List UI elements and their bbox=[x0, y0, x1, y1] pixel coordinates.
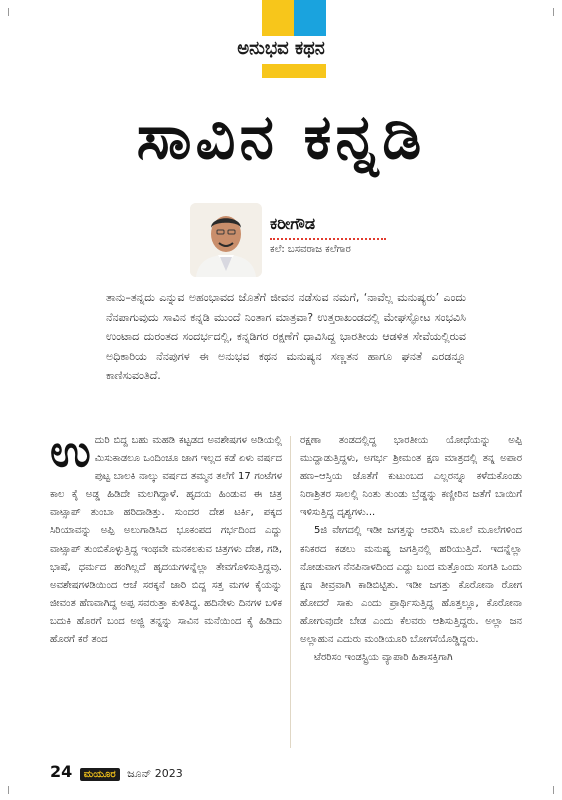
article-headline: ಸಾವಿನ ಕನ್ನಡಿ bbox=[136, 100, 426, 173]
paragraph: ರಕ್ಷಣಾ ತಂಡದಲ್ಲಿದ್ದ ಭಾರತೀಯ ಯೋಧೆಯನ್ನು ಅಪ್ಪಿ ಮುದ್ದಾಡುತ್ತಿದ್ದಳು, ಅಗರ್ಭ ಶ್ರೀಮಂತ ಕ್ಷಣ ಮಾತ್ರದಲ್ಲಿ ತನ್ನ ಅಪಾರ ಹಣ–ಆಸ್ತಿಯ ಜೊತೆಗೆ ಕುಟುಂಬದ ಎಲ್ಲರನ್ನೂ ಕಳೆದುಕೊಂಡು ನಿರಾಶ್ರಿತರ ಸಾಲಲ್ಲಿ ನಿಂತು ತುಂಡು ಬ್ರೆಡ್ಡನ್ನು ಕಣ್ಣೀರಿನ ಜತೆಗೆ ಬಾಯಿಗೆ ಇಳಿಸುತ್ತಿದ್ದ ದೃಶ್ಯಗಳು... bbox=[300, 435, 522, 519]
paragraph: 5ಜಿ ವೇಗದಲ್ಲಿ ಇಡೀ ಜಗತ್ತನ್ನು ಆವರಿಸಿ ಮೂಲೆ ಮೂಲೆಗಳಿಂದ ಕನಿಕರದ ಕಡಲು ಮನುಷ್ಯ ಜಗತ್ತಿನಲ್ಲಿ ಹರಿಯುತ್ತಿದೆ. ಇದನ್ನೆಲ್ಲಾ ನೋಡುವಾಗ ನೆನಪಿನಾಳದಿಂದ ಎದ್ದು ಬಂದ ಮತ್ತೊಂದು ಸಂಗತಿ ಒಂದು ಕ್ಷಣ ತೀವ್ರವಾಗಿ ಕಾಡಿಬಿಟ್ಟಿತು. ಇಡೀ ಜಗತ್ತು ಕೊರೋನಾ ರೋಗ ಹೋದರೆ ಸಾಕು ಎಂದು ಪ್ರಾರ್ಥಿಸುತ್ತಿದ್ದ ಹೊತ್ತಲ್ಲೂ, ಕೊರೋನಾ ಹೋಗುವುದೇ ಬೇಡ ಎಂದು ಕೆಲವರು ಆಶಿಸುತ್ತಿದ್ದರು. ಅಲ್ಲಾ ಜನ ಅಲ್ಲಾಹುನ ಎದುರು ಮಂಡಿಯೂರಿ ಬೋಗಸೆಯೊಡ್ಡಿದ್ದರು. bbox=[300, 525, 522, 646]
section-label: ಅನುಭವ ಕಥನ bbox=[0, 38, 562, 59]
article-column-right bbox=[300, 432, 522, 667]
crop-mark bbox=[553, 8, 554, 16]
issue-year: 2023 bbox=[154, 767, 183, 780]
column-left-text: ದುರಿ ಬಿದ್ದ ಬಹು ಮಹಡಿ ಕಟ್ಟಡದ ಅವಶೇಷಗಳ ಅಡಿಯಲ್ಲಿ ಮಿಸುಕಾಡಲೂ ಒಂದಿಂಚೂ ಜಾಗ ಇಲ್ಲದ ಕಡೆ ಏಳು ವರ್ಷದ ಪುಟ್ಟ ಬಾಲಕಿ ನಾಲ್ಕು ವರ್ಷದ ತಮ್ಮನ ತಲೆಗೆ 17 ಗಂಟೆಗಳ ಕಾಲ ಕೈ ಅಡ್ಡ ಹಿಡಿದೇ ಮಲಗಿದ್ದಾಳೆ. ಹೃದಯ ಹಿಂಡುವ ಈ ಚಿತ್ರ ವಾಟ್ಸಾಪ್ ತುಂಬಾ ಹರಿದಾಡಿತ್ತು. ಸುಂದರ ದೇಶ ಟರ್ಕಿ, ಪಕ್ಕದ ಸಿರಿಯಾವನ್ನು ಅಪ್ಪಿ ಅಲುಗಾಡಿಸಿದ ಭೂಕಂಪದ ಗರ್ಭದಿಂದ ಎದ್ದು ವಾಟ್ಸಾಪ್ ತುಂಬಿಕೊಳ್ಳುತ್ತಿದ್ದ ಇಂಥವೇ ಮನಕಲಕುವ ಚಿತ್ರಗಳು ದೇಶ, ಗಡಿ, ಭಾಷೆ, ಧರ್ಮದ ಹಂಗಿಲ್ಲದೆ ಹೃದಯಗಳನ್ನೆಲ್ಲಾ ತೇವಗೊಳಿಸುತ್ತಿದ್ದವು. ಅವಶೇಷಗಳಡಿಯಿಂದ ಆಚೆ ಸರಕ್ಕನೆ ಜಾರಿ ಬಿದ್ದ ಸತ್ತ ಮಗಳ ಕೈಯನ್ನು ಜೀವಂತ ಹೆಣವಾಗಿದ್ದ ಅಪ್ಪ ಸವರುತ್ತಾ ಕುಳಿತಿದ್ದ. ಹದಿನೇಳು ದಿನಗಳ ಬಳಿಕ ಬದುಕಿ ಹೊರಗೆ ಬಂದ ಅಜ್ಜಿ ತನ್ನನ್ನು ಸಾವಿನ ಮನೆಯಿಂದ ಕೈ ಹಿಡಿದು ಹೊರಗೆ ಕರೆ ತಂದ bbox=[50, 435, 282, 646]
page-number: 24 bbox=[50, 762, 73, 781]
column-divider bbox=[290, 436, 291, 748]
crop-mark bbox=[8, 786, 9, 794]
issue-month: ಜೂನ್ bbox=[127, 767, 152, 780]
magazine-logo: ಮಯೂರ bbox=[80, 768, 120, 781]
banner-yellow-strip bbox=[262, 64, 326, 78]
author-photo bbox=[190, 203, 262, 277]
drop-cap: ಉ bbox=[50, 426, 91, 477]
intro-blurb: ತಾನು–ತನ್ನದು ಎನ್ನುವ ಅಹಂಭಾವದ ಜೊತೆಗೆ ಜೀವನ ನಡೆಸುವ ನಮಗೆ, ‘ನಾವೆಲ್ಲ ಮನುಷ್ಯರು’ ಎಂದು ನೆನಪಾಗುವುದು ಸಾವಿನ ಕನ್ನಡಿ ಮುಂದೆ ನಿಂತಾಗ ಮಾತ್ರವಾ? ಉತ್ತರಾಖಂಡದಲ್ಲಿ ಮೇಘಸ್ಫೋಟ ಸಂಭವಿಸಿ ಉಂಟಾದ ದುರಂತದ ಸಂದರ್ಭದಲ್ಲಿ, ಕನ್ನಡಿಗರ ರಕ್ಷಣೆಗೆ ಧಾವಿಸಿದ್ದ ಭಾರತೀಯ ಆಡಳಿತ ಸೇವೆಯಲ್ಲಿರುವ ಅಧಿಕಾರಿಯ ನೆನಪುಗಳ ಈ ಅನುಭವ ಕಥನ ಮನುಷ್ಯನ ಸಣ್ಣತನ ಹಾಗೂ ಘನತೆ ಎರಡನ್ನೂ ಕಾಣಿಸುವಂತಿದೆ. bbox=[106, 291, 466, 382]
banner-yellow-block bbox=[262, 0, 294, 36]
article-column-left bbox=[50, 426, 282, 649]
author-divider bbox=[270, 238, 386, 240]
crop-mark bbox=[553, 786, 554, 794]
author-credit: ಕಲೆ: ಬಸವರಾಜ ಕಲೆಗಾರ bbox=[270, 244, 351, 255]
page-footer bbox=[50, 762, 183, 781]
banner-blue-block bbox=[294, 0, 326, 36]
paragraph: ಟೆರರಿಸಂ ಇಂಡಸ್ಟ್ರಿಯ ವ್ಯಾಪಾರಿ ಹಿತಾಸಕ್ತಿಗಾಗಿ bbox=[314, 652, 453, 664]
author-name: ಕರೀಗೌಡ bbox=[270, 214, 316, 233]
crop-mark bbox=[8, 8, 9, 16]
